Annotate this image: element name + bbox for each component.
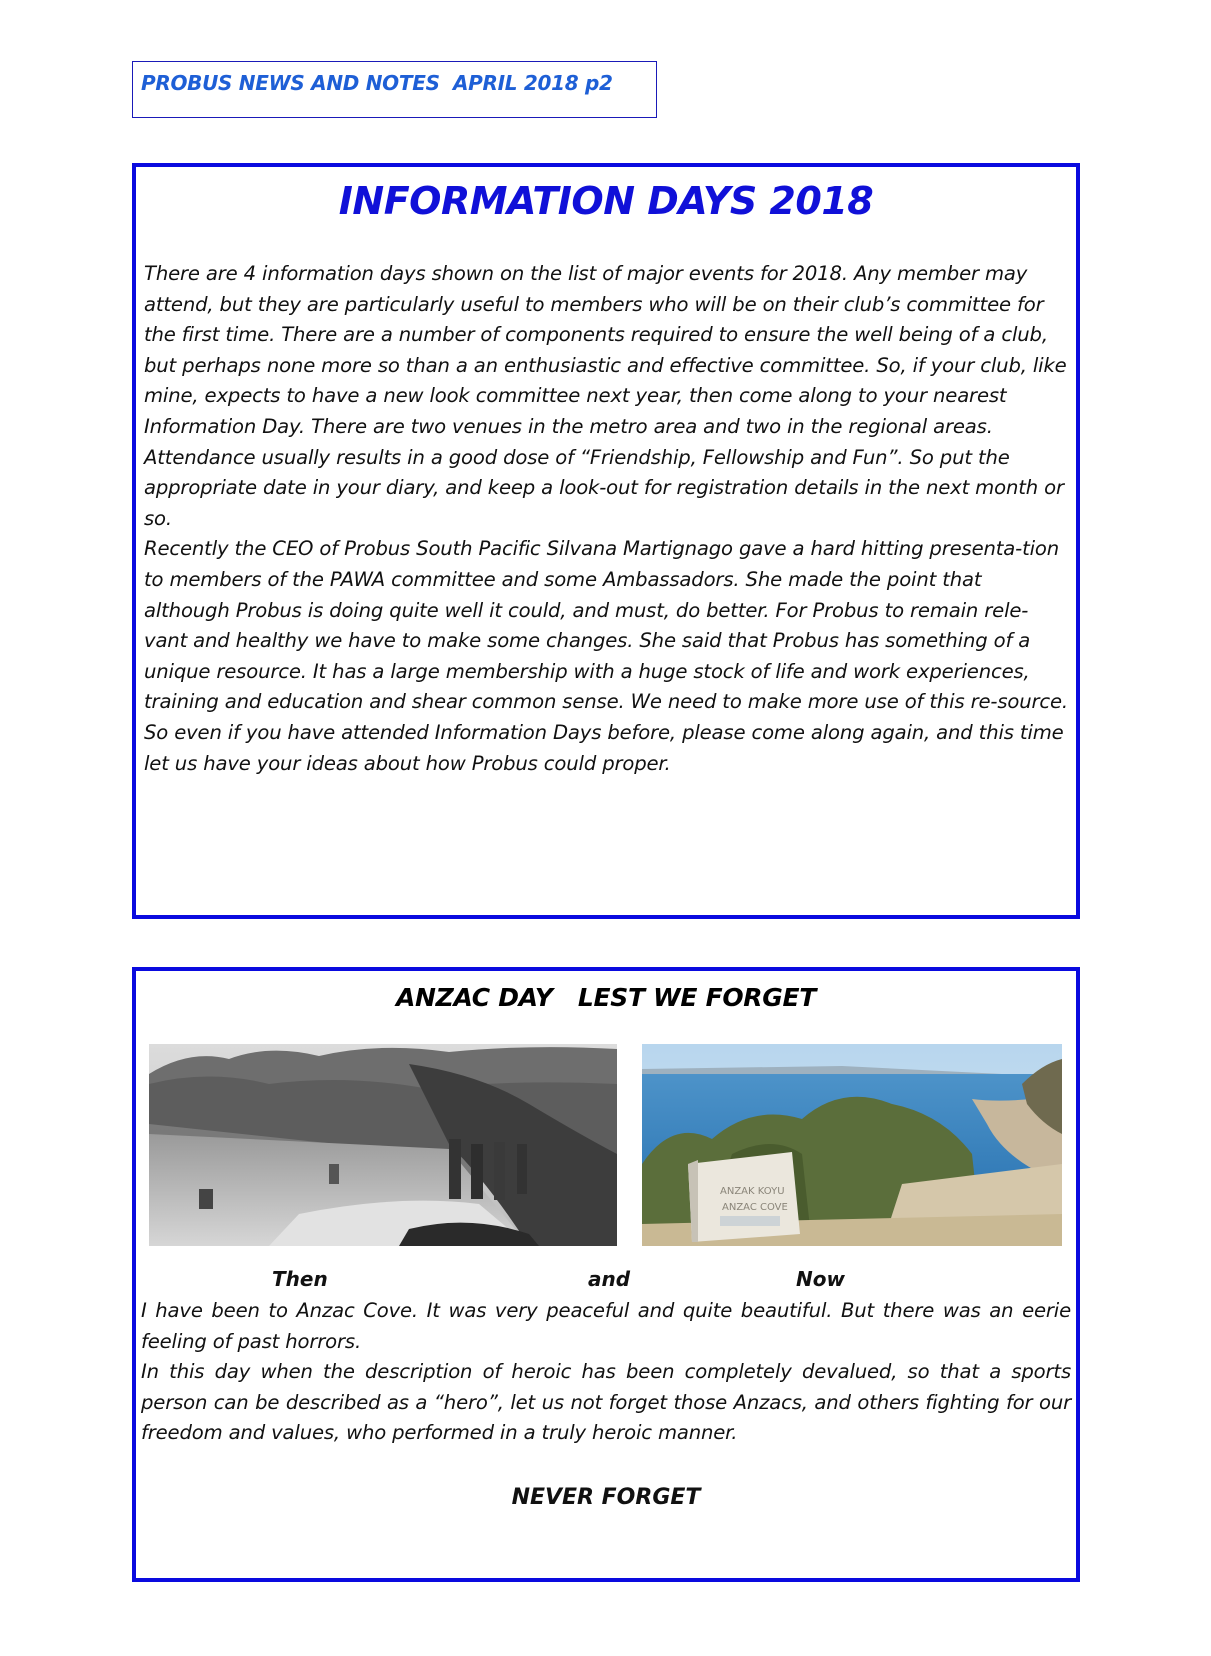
never-forget-heading: NEVER FORGET xyxy=(511,1485,701,1510)
info-paragraph: Attendance usually results in a good dose of “Friendship, Fellowship and Fun”. So put the appropriate date in your diary, and keep a look-out for registration details in the next month or so. xyxy=(144,445,1064,530)
anzac-paragraph: In this day when the description of heroic has been completely devalued, so that a sports person can be described as a “hero”, let us not forget those Anzacs, and others fighting for our freedom and values, who performed in a truly heroic manner. xyxy=(141,1360,1071,1445)
info-paragraph: There are 4 information days shown on the list of major events for 2018. Any member may attend, but they are particularly useful to members who will be on their club’s committee for the first time. There are a number of components required to ensure the well being of a club, but perhaps none more so than a an enthusiastic and effective committee. So, if your club, like mine, expects to have a new look committee next year, then come along to your nearest Information Day. There are two venues in the metro area and two in the regional areas. xyxy=(144,262,1067,438)
stone-text-line-2: ANZAC COVE xyxy=(722,1202,788,1213)
information-days-section xyxy=(132,163,1080,919)
stone-text-line-1: ANZAK KOYU xyxy=(720,1186,785,1197)
newsletter-header-box xyxy=(132,61,657,118)
now-photo-image xyxy=(642,1044,1062,1246)
newsletter-header-title: PROBUS NEWS AND NOTES APRIL 2018 p2 xyxy=(141,71,613,95)
anzac-paragraph: I have been to Anzac Cove. It was very peaceful and quite beautiful. But there was an eerie feeling of past horrors. xyxy=(141,1299,1071,1353)
then-photo-image xyxy=(149,1044,617,1246)
anzac-day-section xyxy=(132,967,1080,1582)
then-photo xyxy=(149,1044,617,1246)
anzac-day-body xyxy=(141,1296,1071,1449)
caption-and: and xyxy=(588,1267,631,1291)
information-days-body xyxy=(144,259,1068,779)
information-days-title: INFORMATION DAYS 2018 xyxy=(338,179,874,223)
anzac-day-title: ANZAC DAY LEST WE FORGET xyxy=(395,983,817,1012)
info-paragraph: So even if you have attended Information Days before, please come along again, and this time let us have your ideas about how Probus could proper. xyxy=(144,720,1064,775)
now-photo xyxy=(642,1044,1062,1246)
caption-then: Then xyxy=(272,1267,328,1291)
caption-now: Now xyxy=(796,1267,845,1291)
info-paragraph: Recently the CEO of Probus South Pacific Silvana Martignago gave a hard hitting presenta-tion to members of the PAWA committee and some Ambassadors. She made the point that although Probus is doing quite well it could, and must, do better. For Probus to remain rele-vant and healthy we have to make some changes. She said that Probus has something of a unique resource. It has a large membership with a huge stock of life and work experiences, training and education and shear common sense. We need to make more use of this re-source. xyxy=(144,537,1069,714)
